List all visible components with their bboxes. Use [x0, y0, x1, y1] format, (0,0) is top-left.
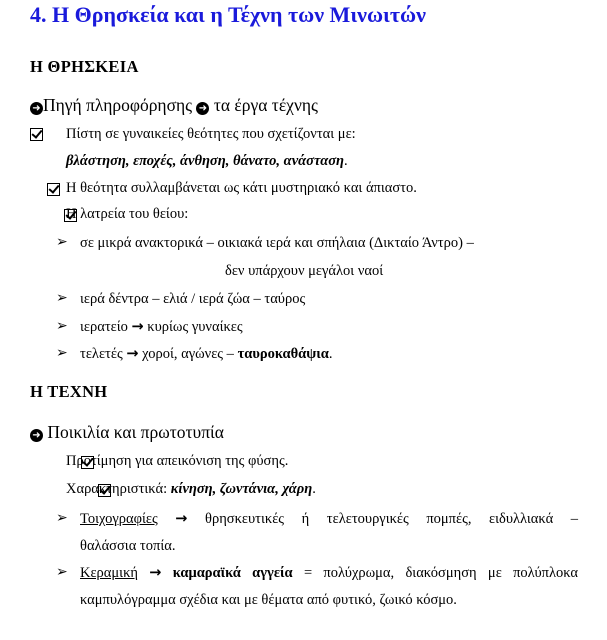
worship-sub-1b: δεν υπάρχουν μεγάλοι ναοί: [225, 263, 384, 279]
religion-item-3: Η λατρεία του θείου:: [66, 206, 189, 222]
arrowhead-bullet-icon: ➢: [56, 511, 68, 526]
arrowhead-bullet-icon: ➢: [56, 235, 68, 250]
ceremonies-value: χοροί, αγώνες –: [142, 346, 238, 362]
circled-arrow-icon: ➜: [196, 102, 209, 115]
page-title: 4. Η Θρησκεία και η Τέχνη των Μινωιτών: [30, 2, 426, 27]
pottery-term: Κεραμική: [80, 565, 138, 581]
ceremonies-label: τελετές: [80, 346, 123, 362]
features-label: Χαρακτηριστικά:: [66, 481, 171, 497]
period: .: [344, 153, 348, 169]
right-arrow-icon: →: [126, 346, 139, 362]
worship-sub-1a: σε μικρά ανακτορικά – οικιακά ιερά και σπήλαια (Δικταίο Άντρο) –: [80, 235, 474, 251]
right-arrow-icon: →: [131, 319, 144, 335]
religion-source-line: [30, 95, 318, 116]
priesthood-value: κυρίως γυναίκες: [147, 319, 243, 335]
frescoes-term: Τοιχογραφίες: [80, 511, 158, 527]
art-heading: Η ΤΕΧΝΗ: [30, 382, 108, 401]
features-value: κίνηση, ζωντάνια, χάρη: [170, 481, 313, 497]
art-lead: Ποικιλία και πρωτοτυπία: [47, 422, 224, 442]
religion-item-1: Πίστη σε γυναικείες θεότητες που σχετίζονται με:: [66, 126, 356, 142]
arrowhead-bullet-icon: ➢: [56, 565, 68, 580]
kamares-ware: καμαραϊκά αγγεία: [172, 565, 293, 581]
religion-item-1-list: [66, 153, 348, 170]
pottery-desc: = πολύχρωμα, διακόσμηση με πολύπλοκα: [292, 565, 578, 581]
religion-heading: Η ΘΡΗΣΚΕΙΑ: [30, 57, 139, 76]
art-sub-2-cont: καμπυλόγραμμα σχέδια και με θέματα από φυτικό, ζωικό κόσμο.: [80, 592, 457, 608]
source-value: τα έργα τέχνης: [213, 95, 318, 115]
frescoes-desc: θρησκευτικές ή τελετουργικές πομπές, ειδυλλιακά –: [205, 511, 579, 527]
right-arrow-icon: →: [175, 511, 188, 527]
art-item-1: Προτίμηση για απεικόνιση της φύσης.: [66, 453, 289, 469]
worship-sub-2: ιερά δέντρα – ελιά / ιερά ζώα – ταύρος: [80, 291, 306, 307]
priesthood-label: ιερατείο: [80, 319, 128, 335]
worship-sub-3: [80, 319, 243, 336]
art-sub-1: [80, 511, 578, 528]
circled-arrow-icon: ➜: [30, 102, 43, 115]
right-arrow-icon: →: [149, 565, 162, 581]
art-sub-1-cont: θαλάσσια τοπία.: [80, 538, 176, 554]
art-sub-2: [80, 565, 578, 582]
religion-item-2: Η θεότητα συλλαμβάνεται ως κάτι μυστηριακό και άπιαστο.: [66, 180, 417, 196]
art-item-2: [66, 481, 316, 498]
checkbox-icon: [30, 128, 43, 141]
period: .: [312, 481, 316, 497]
period: .: [328, 346, 333, 362]
worship-sub-4: [80, 346, 332, 363]
arrowhead-bullet-icon: ➢: [56, 319, 68, 334]
arrowhead-bullet-icon: ➢: [56, 291, 68, 306]
circled-arrow-icon: ➜: [30, 429, 43, 442]
checkbox-icon: [47, 183, 60, 196]
bull-leaping: ταυροκαθάψια: [237, 346, 329, 362]
arrowhead-bullet-icon: ➢: [56, 346, 68, 361]
art-lead-line: [30, 422, 224, 443]
source-label: Πηγή πληροφόρησης: [43, 95, 193, 115]
deity-aspects: βλάστηση, εποχές, άνθηση, θάνατο, ανάσταση: [66, 153, 345, 169]
